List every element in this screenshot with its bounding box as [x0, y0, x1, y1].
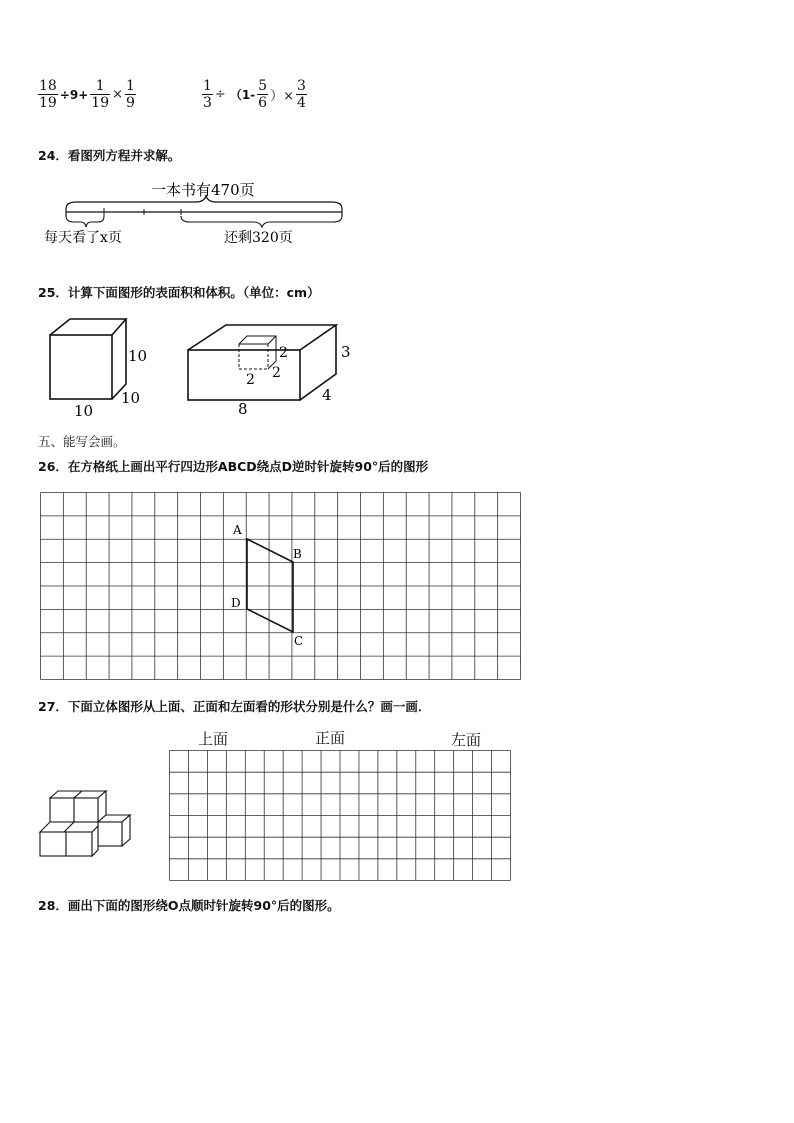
- point-a-label: A: [233, 523, 242, 537]
- expression-1: [38, 78, 136, 111]
- expression-2: [202, 78, 307, 111]
- hole-edge-a: 2: [279, 345, 288, 361]
- grid-lines: [170, 751, 511, 881]
- fraction: [257, 78, 268, 111]
- q27-block-figure: [38, 788, 138, 860]
- hole-edge-c: 2: [246, 372, 255, 388]
- operator: ×: [112, 87, 124, 102]
- hole-edge-b: 2: [272, 365, 281, 381]
- cube-stack: [40, 791, 130, 856]
- fraction: [296, 78, 307, 111]
- cube-width: 10: [74, 402, 94, 418]
- operator: （1-: [229, 88, 256, 102]
- q26-grid-paper: [40, 492, 521, 680]
- small-cube-hole: [239, 336, 276, 369]
- remain-label: 还剩320页: [224, 230, 293, 246]
- parallelogram-abcd: [247, 539, 293, 632]
- remain-brace: [181, 216, 342, 227]
- operator: ÷: [214, 87, 226, 102]
- cube-depth: 10: [121, 389, 141, 407]
- q25-shapes: [40, 314, 370, 418]
- q27-grid-paper: [169, 750, 511, 881]
- box-width: 4: [322, 386, 332, 404]
- total-label: 一本书有470页: [151, 181, 255, 199]
- q24-line-diagram: [36, 176, 356, 248]
- point-c-label: C: [294, 634, 304, 648]
- numerator: 3: [297, 78, 306, 94]
- numerator: 5: [258, 78, 268, 94]
- fraction: [38, 78, 58, 111]
- cube: [50, 319, 126, 399]
- denominator: 3: [203, 95, 212, 111]
- cube-height: 10: [128, 347, 148, 365]
- numerator: 18: [39, 78, 57, 94]
- numerator: 1: [90, 78, 110, 95]
- question-24-title: 24．看图列方程并求解。: [38, 148, 181, 163]
- numerator: 1: [126, 78, 135, 94]
- box-length: 8: [238, 400, 248, 418]
- operator: ÷9+: [59, 87, 89, 102]
- denominator: 9: [126, 95, 135, 111]
- box-height: 3: [341, 343, 351, 361]
- fraction: [125, 78, 136, 111]
- point-d-label: D: [231, 596, 241, 610]
- daily-label: 每天看了x页: [44, 230, 122, 246]
- question-26-title: 26．在方格纸上画出平行四边形ABCD绕点D逆时针旋转90°后的图形: [38, 459, 429, 474]
- operator: ）×: [270, 89, 294, 104]
- denominator: 4: [297, 95, 306, 111]
- fraction: [202, 78, 213, 111]
- numerator: 1: [203, 78, 212, 94]
- view-left-label: 左面: [451, 731, 482, 749]
- question-28-title: 28．画出下面的图形绕O点顺时针旋转90°后的图形。: [38, 898, 340, 913]
- denominator: 6: [258, 95, 268, 111]
- question-25-title: 25．计算下面图形的表面积和体积。（单位：cm）: [38, 285, 320, 300]
- denominator: 19: [91, 95, 110, 111]
- denominator: 19: [39, 95, 57, 111]
- grid-lines: [41, 493, 521, 680]
- question-27-title: 27．下面立体图形从上面、正面和左面看的形状分别是什么？画一画．: [38, 699, 431, 714]
- view-front-label: 正面: [315, 729, 346, 747]
- section-5-title: 五、能写会画。: [38, 434, 126, 449]
- point-b-label: B: [293, 547, 302, 561]
- daily-brace: [66, 216, 104, 227]
- fraction: [90, 78, 110, 111]
- view-top-label: 上面: [198, 730, 229, 748]
